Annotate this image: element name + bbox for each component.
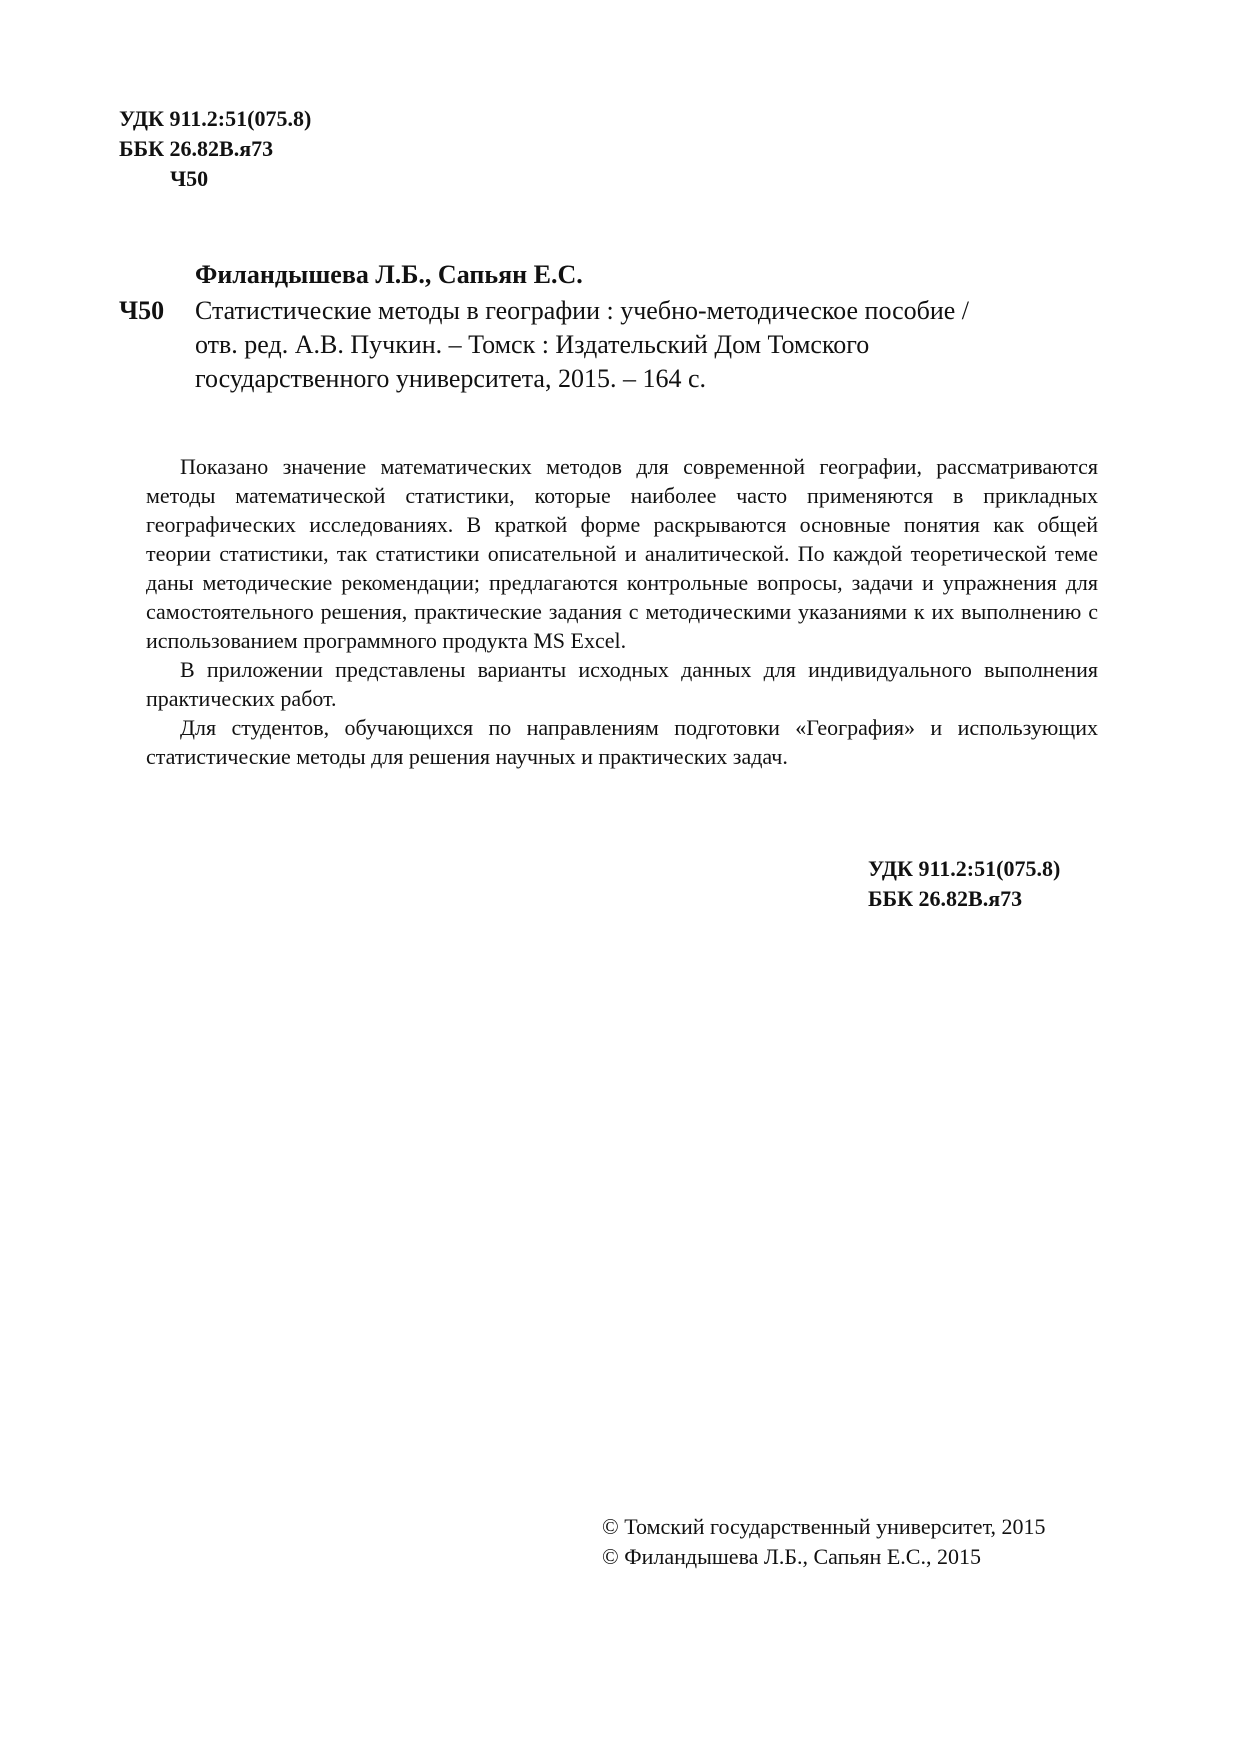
udk-top: УДК 911.2:51(075.8): [119, 106, 312, 131]
authors-heading: Филандышева Л.Б., Сапьян Е.С.: [195, 260, 583, 289]
bbk-bottom: ББК 26.82В.я73: [868, 886, 1023, 911]
cipher-bib: Ч50: [119, 296, 165, 325]
udk-bottom: УДК 911.2:51(075.8): [868, 856, 1061, 881]
abstract-paragraph-description: Показано значение математических методов для современной географии, рассматриваются методы математической статистики, которые наиболее часто применяются в прикладных географических исследованиях. В краткой форме раскрываются основные понятия как общей теории статистики, так статистики описательной и аналитической. По каждой теоретической теме даны методические рекомендации; предлагаются контрольные вопросы, задачи и упражнения для самостоятельного решения, практические задания с методическими указаниями к их выполнению с использованием программного продукта MS Excel.: [146, 454, 1098, 653]
abstract-paragraph-appendix: В приложении представлены варианты исходных данных для индивидуального выполнения практических работ.: [146, 657, 1098, 711]
bib-imprint-line: государственного университета, 2015. – 164 с.: [195, 364, 707, 393]
abstract-paragraph-audience: Для студентов, обучающихся по направлениям подготовки «География» и использующих статистические методы для решения научных и практических задач.: [146, 715, 1098, 769]
abstract: [146, 452, 1098, 771]
copyright-authors: © Филандышева Л.Б., Сапьян Е.С., 2015: [602, 1544, 981, 1569]
bib-publisher-line: отв. ред. А.В. Пучкин. – Томск : Издательский Дом Томского: [195, 330, 870, 359]
bbk-top: ББК 26.82В.я73: [119, 136, 274, 161]
cipher-top: Ч50: [170, 166, 209, 191]
bib-title-line: Статистические методы в географии : учебно-методическое пособие /: [195, 296, 970, 325]
copyright-university: © Томский государственный университет, 2015: [602, 1514, 1046, 1539]
